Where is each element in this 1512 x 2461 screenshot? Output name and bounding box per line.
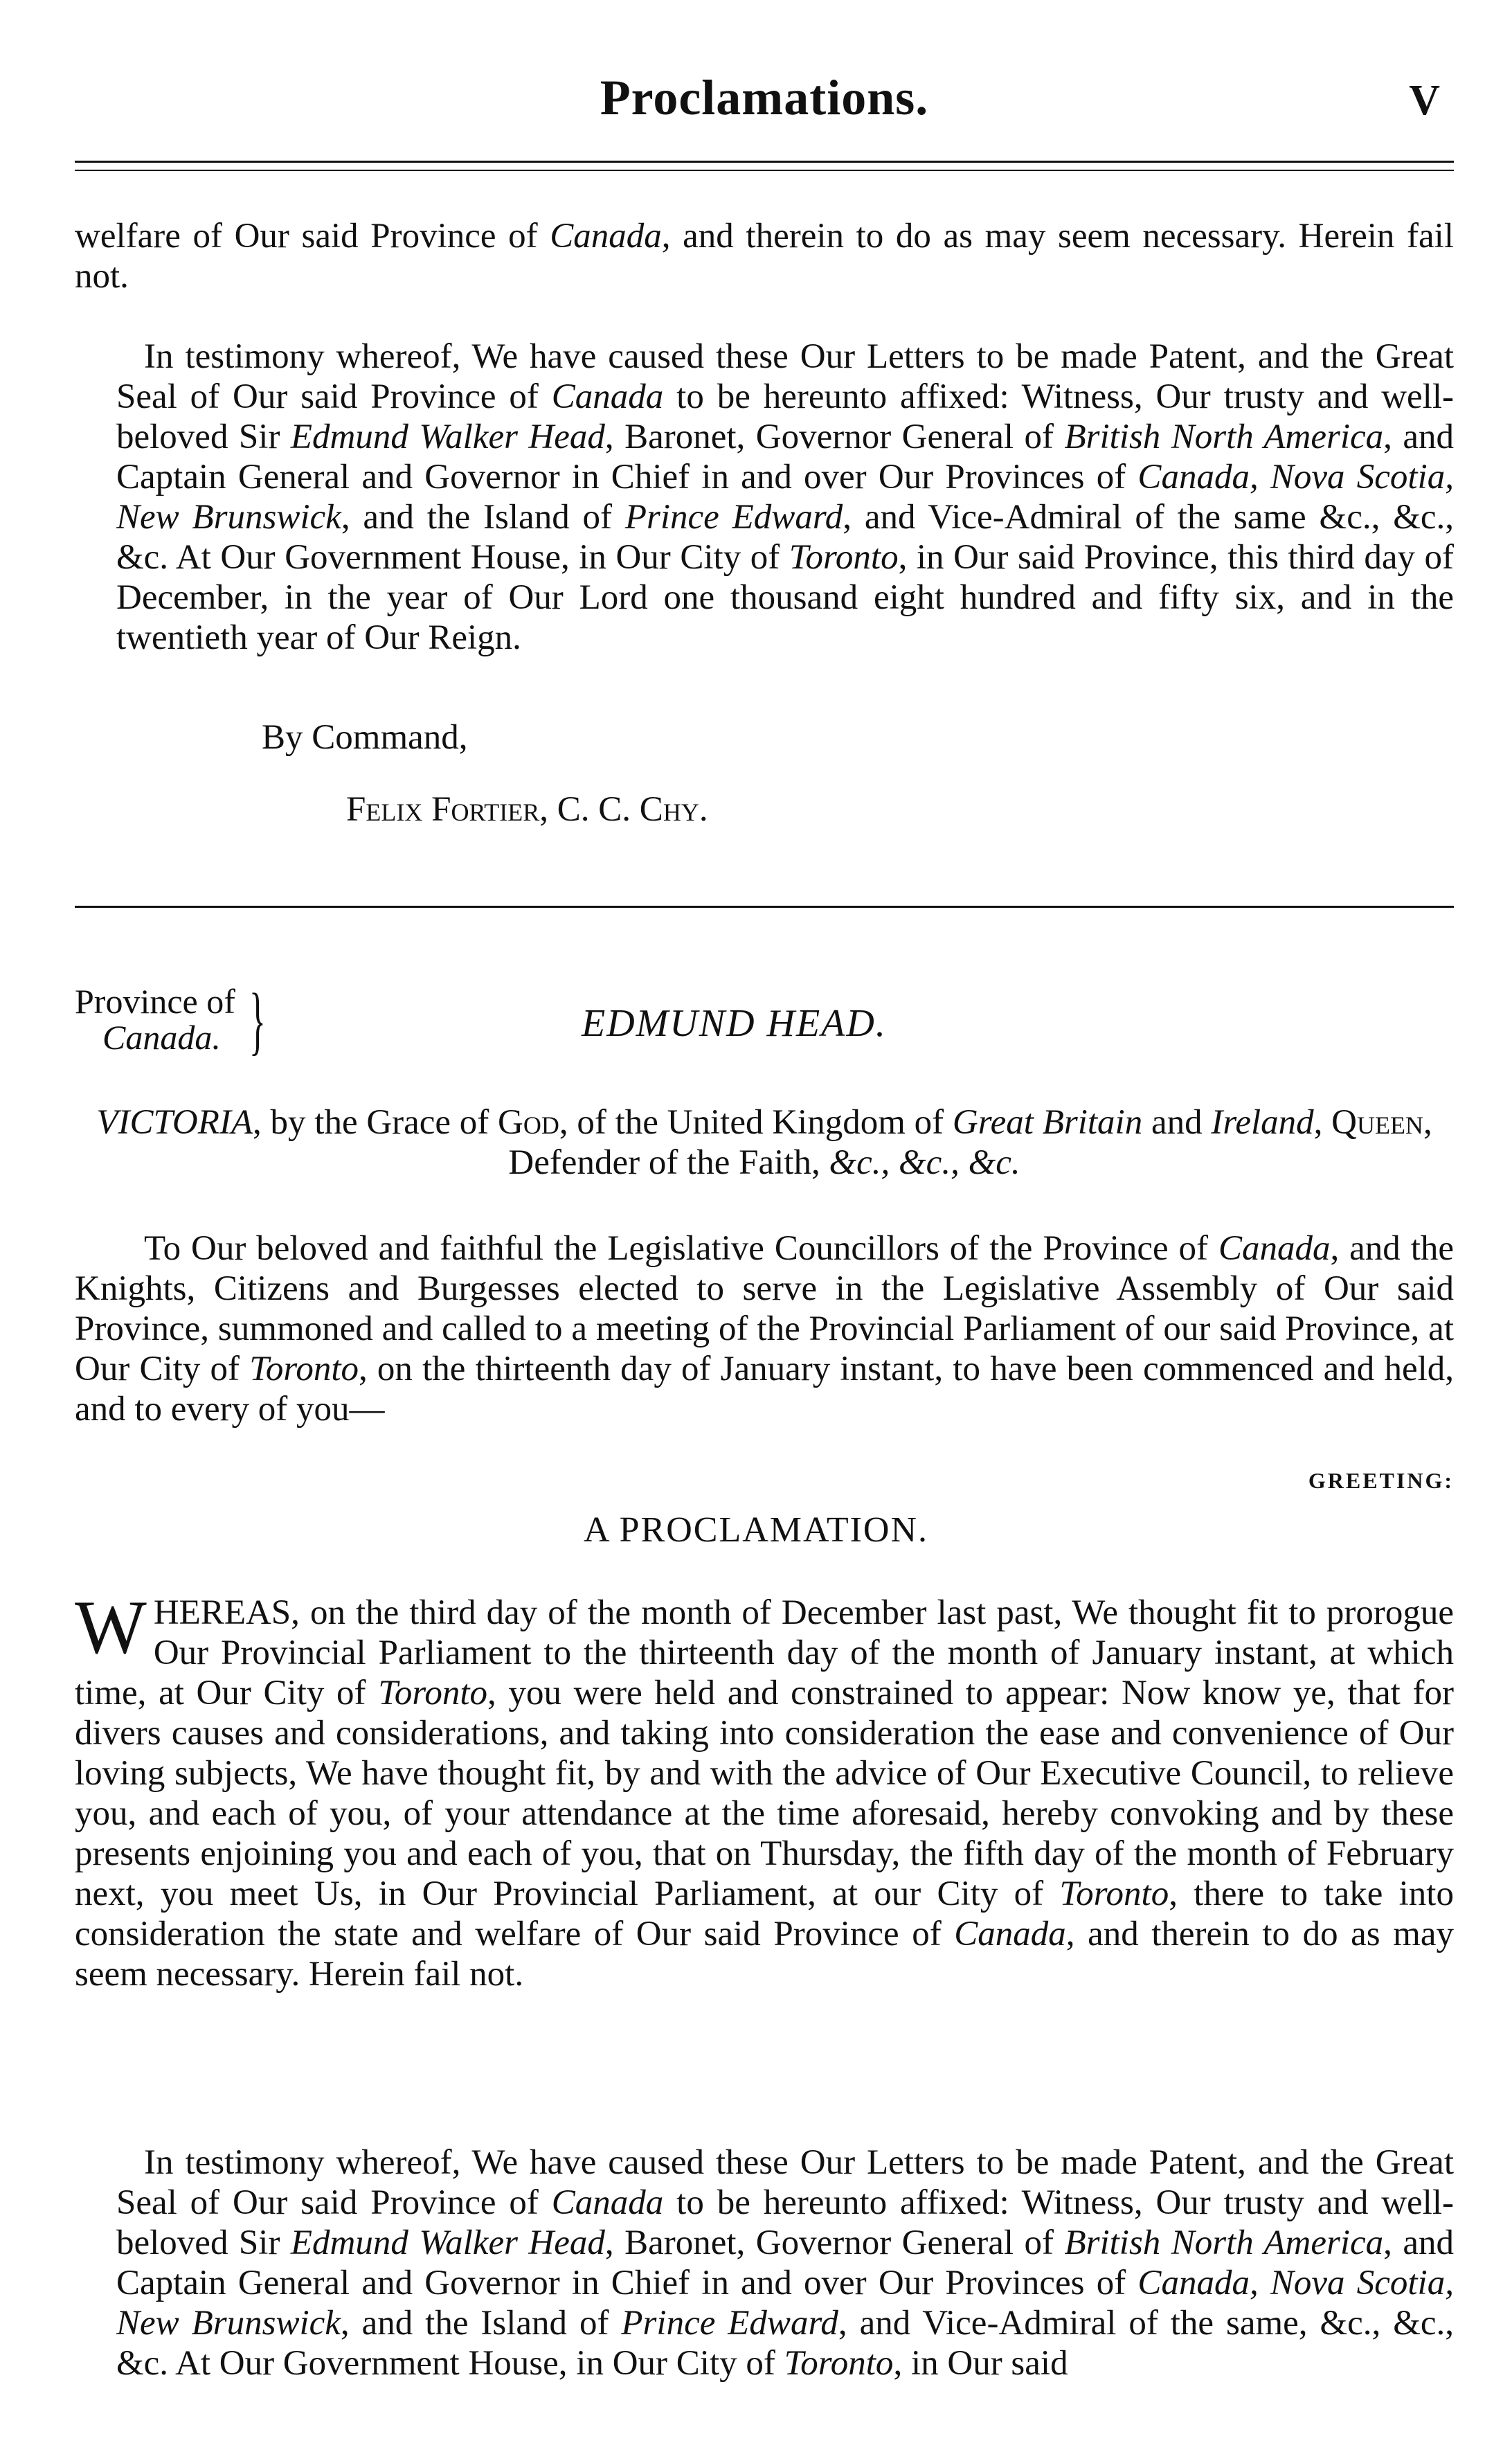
proclamation-title: A PROCLAMATION. <box>583 1510 929 1550</box>
margin-note-line1: Province of <box>75 982 235 1021</box>
greeting: GREETING: <box>1308 1468 1454 1493</box>
running-title: Proclamations. <box>600 70 929 125</box>
header-double-rule <box>75 161 1454 171</box>
governor-name: EDMUND HEAD. <box>582 1002 887 1045</box>
proclamation-body: WHEREAS, on the third day of the month of December last past, We thought fit to prorogue Our Provincial Parliament to the thirteenth day of the month of January instant, at which time, at Our City of Toronto, you were held and constrained to appear: Now know ye, that for divers causes and considerations, and taking into consideration the ease and convenience of Our loving subjects, We have thought fit, by and with the advice of Our Executive Council, to relieve you, and each of you, of your attendance at the time aforesaid, hereby convoking and by these presents enjoining you and each of you, that on Thursday, the fifth day of the month of February next, you meet Us, in Our Provincial Parliament, at our City of Toronto, there to take into consideration the state and welfare of Our said Province of Canada, and therein to do as may seem necessary. Herein fail not. <box>75 1585 1454 1994</box>
margin-note <box>75 983 235 1055</box>
first-testimony-paragraph: In testimony whereof, We have caused these Our Letters to be made Patent, and the Great Seal of Our said Province of Canada to be hereunto affixed: Witness, Our trusty and well-beloved Sir Edmund Walker Head, Baronet, Governor General of British North America, and Captain General and Governor in Chief in and over Our Provinces of Canada, Nova Scotia, New Brunswick, and the Island of Prince Edward, and Vice-Admiral of the same &c., &c., &c. At Our Government House, in Our City of Toronto, in Our said Province, this third day of December, in the year of Our Lord one thousand eight hundred and fifty six, and in the twentieth year of Our Reign. <box>116 337 1454 657</box>
address-paragraph: To Our beloved and faithful the Legislative Councillors of the Province of Canada, and the Knights, Citizens and Burgesses elected to serve in the Legislative Assembly of Our said Province, summoned and called to a meeting of the Provincial Parliament of our said Province, at Our City of Toronto, on the thirteenth day of January instant, to have been commenced and held, and to every of you— <box>75 1229 1455 1429</box>
signer-name: Felix Fortier, C. C. Chy. <box>346 790 708 829</box>
drop-cap: W <box>75 1585 147 1670</box>
page-header <box>75 48 1454 132</box>
closing-paragraph: welfare of Our said Province of Canada, and therein to do as may seem necessary. Herein fail not. <box>75 217 1454 296</box>
brace-glyph: } <box>249 978 266 1062</box>
page-number: V <box>1409 77 1440 124</box>
second-testimony-paragraph: In testimony whereof, We have caused these Our Letters to be made Patent, and the Great Seal of Our said Province of Canada to be hereunto affixed: Witness, Our trusty and well-beloved Sir Edmund Walker Head, Baronet, Governor General of British North America, and Captain General and Governor in Chief in and over Our Provinces of Canada, Nova Scotia, New Brunswick, and the Island of Prince Edward, and Vice-Admiral of the same, &c., &c., &c. At Our Government House, in Our City of Toronto, in Our said <box>116 2143 1454 2383</box>
section-divider <box>75 906 1454 908</box>
royal-style: VICTORIA, by the Grace of God, of the United Kingdom of Great Britain and Ireland, Queen, Defender of the Faith, &c., &c., &c. <box>96 1103 1432 1182</box>
margin-note-line2: Canada. <box>102 1018 221 1057</box>
first-proclamation-closing <box>75 216 1454 296</box>
by-command: By Command, <box>262 718 468 757</box>
